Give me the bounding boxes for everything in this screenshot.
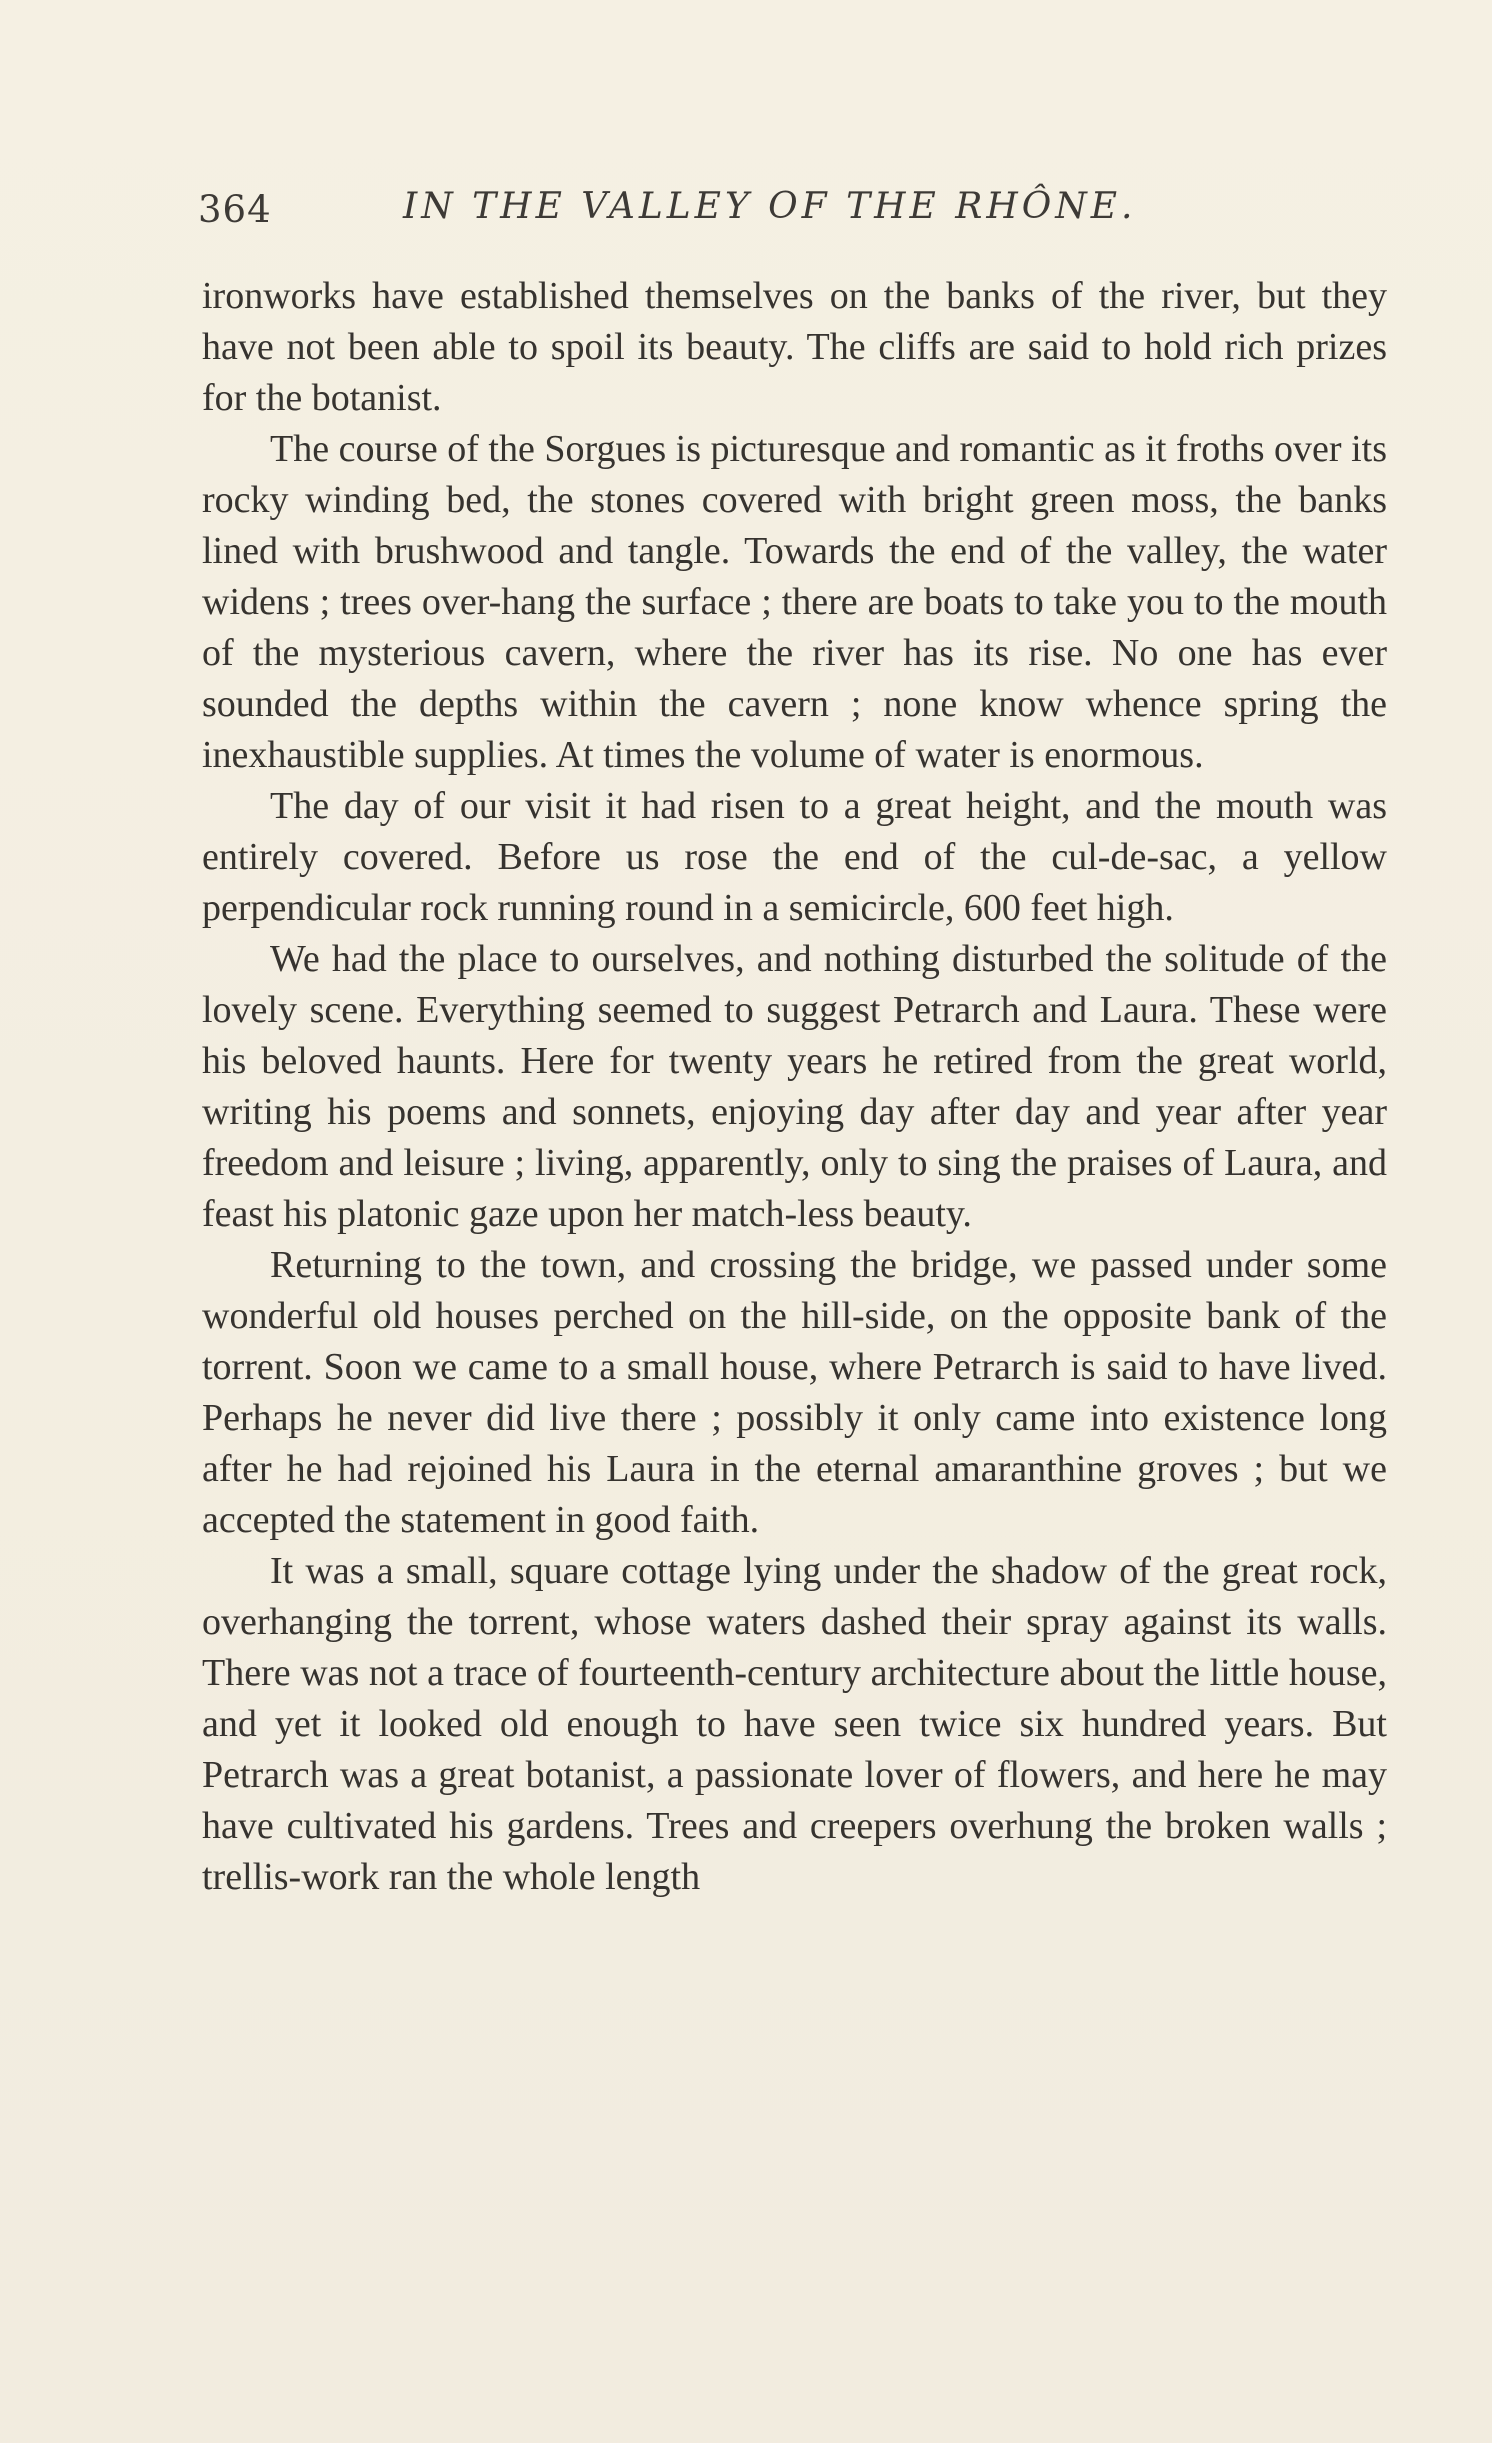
running-title: IN THE VALLEY OF THE RHÔNE. (403, 186, 1137, 227)
body-text (202, 271, 1387, 1903)
paragraph-sorgues-course: The course of the Sorgues is picturesque and romantic as it froths over its rocky winding bed, the stones covered with bright green moss, the banks lined with brushwood and tangle. Towards the end of the valley, the water widens ; trees over-hang the surface ; there are boats to take you to the mouth of the mysterious cavern, where the river has its rise. No one has ever sounded the depths within the cavern ; none know whence spring the inexhaustible supplies. At times the volume of water is enormous. (202, 428, 1387, 776)
paragraph-day-of-visit: The day of our visit it had risen to a great height, and the mouth was entirely covered. Before us rose the end of the cul-de-sac, a yellow perpendicular rock running round in a semicircle, 600 feet high. (202, 785, 1387, 929)
paragraph-petrarch-laura: We had the place to ourselves, and nothing disturbed the solitude of the lovely scene. Everything seemed to suggest Petrarch and Laura. These were his beloved haunts. Here for twenty years he retired from the great world, writing his poems and sonnets, enjoying day after day and year after year freedom and leisure ; living, apparently, only to sing the praises of Laura, and feast his platonic gaze upon her match-less beauty. (202, 938, 1387, 1235)
paragraph-returning-to-town: Returning to the town, and crossing the bridge, we passed under some wonderful old houses perched on the hill-side, on the opposite bank of the torrent. Soon we came to a small house, where Petrarch is said to have lived. Perhaps he never did live there ; possibly it only came into existence long after he had rejoined his Laura in the eternal amaranthine groves ; but we accepted the statement in good faith. (202, 1244, 1387, 1541)
paragraph-continuation: ironworks have established themselves on the banks of the river, but they have not been able to spoil its beauty. The cliffs are said to hold rich prizes for the botanist. (202, 275, 1387, 419)
page-number: 364 (198, 188, 272, 231)
paragraph-square-cottage: It was a small, square cottage lying under the shadow of the great rock, overhanging the torrent, whose waters dashed their spray against its walls. There was not a trace of fourteenth-century architecture about the little house, and yet it looked old enough to have seen twice six hundred years. But Petrarch was a great botanist, a passionate lover of flowers, and here he may have cultivated his gardens. Trees and creepers overhung the broken walls ; trellis-work ran the whole length (202, 1550, 1387, 1898)
page-header (198, 180, 1348, 240)
